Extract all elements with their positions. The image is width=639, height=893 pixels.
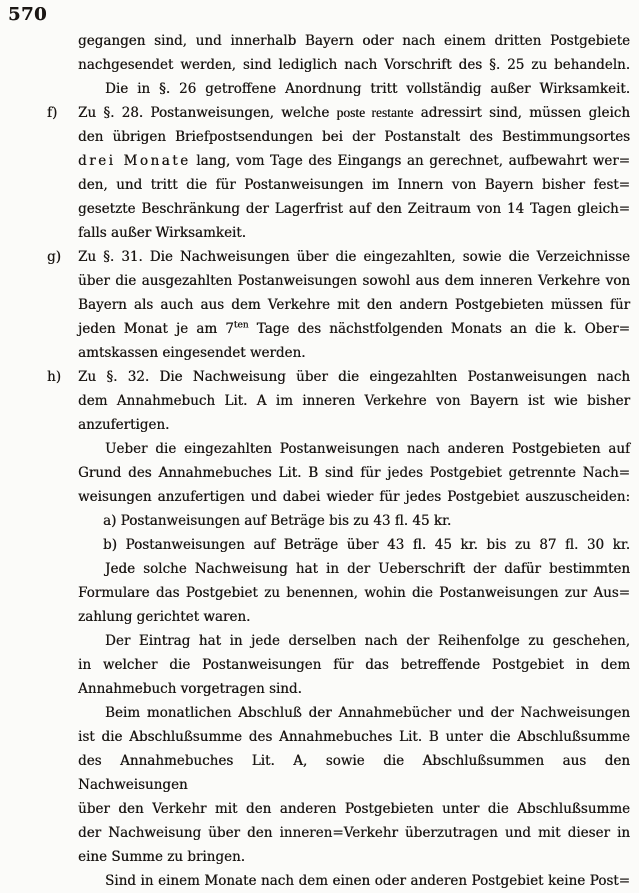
text-segment: adressirt sind, müssen gleich [413, 105, 630, 121]
text-line [78, 53, 630, 77]
item-g-sec-31 [47, 245, 630, 365]
paragraph-eintrag [78, 629, 630, 701]
text-line [78, 125, 630, 149]
text-segment: amtskassen eingesendet werden. [78, 345, 306, 361]
text-segment: in welcher die Postanweisungen für das betreffende Postgebiet in dem [78, 657, 630, 673]
text-line [78, 173, 630, 197]
text-segment: Formulare das Postgebiet zu benennen, wohin die Postanweisungen zur Aus= [78, 585, 630, 601]
text-line [78, 413, 630, 437]
text-line [78, 485, 630, 509]
text-line [78, 149, 630, 173]
text-segment: gegangen sind, und innerhalb Bayern oder nach einem dritten Postgebiete [78, 33, 630, 49]
text-line [78, 461, 630, 485]
text-line [78, 557, 630, 581]
text-line [78, 749, 630, 797]
text-line [78, 341, 630, 365]
page-number: 570 [8, 4, 48, 25]
text-line [78, 317, 630, 341]
text-body [47, 29, 631, 893]
text-segment: nachgesendet werden, sind lediglich nach Vorschrift des §. 25 zu behandeln. [78, 57, 630, 73]
text-line [47, 101, 630, 125]
paragraph-ueberschrift [78, 557, 630, 629]
text-line [78, 845, 630, 869]
text-line [78, 77, 630, 101]
text-segment: dem Annahmebuch Lit. A im inneren Verkehre von Bayern ist wie bisher [78, 393, 630, 409]
text-segment: Jede solche Nachweisung hat in der Ueberschrift der dafür bestimmten [105, 561, 630, 577]
text-line [78, 437, 630, 461]
paragraph-abschluss [78, 701, 630, 869]
text-segment: Der Eintrag hat in jede derselben nach der Reihenfolge zu geschehen, [105, 633, 630, 649]
text-segment: lang, vom Tage des Eingangs an gerechnet, aufbewahrt wer= [190, 153, 630, 169]
text-segment: Ueber die eingezahlten Postanweisungen nach anderen Postgebieten auf [105, 441, 630, 457]
text-line [78, 629, 630, 653]
text-segment: Annahmebuch vorgetragen sind. [78, 681, 302, 697]
text-segment: des Annahmebuches Lit. A, sowie die Abschlußsummen aus den Nachweisungen [78, 753, 630, 793]
text-segment: Grund des Annahmebuches Lit. B sind für jedes Postgebiet getrennte Nach= [78, 465, 630, 481]
text-line [78, 869, 630, 893]
text-line [78, 269, 630, 293]
text-segment: Beim monatlichen Abschluß der Annahmebücher und der Nachweisungen [105, 705, 630, 721]
text-segment: zahlung gerichtet waren. [78, 609, 251, 625]
text-line [78, 293, 630, 317]
text-segment: den, und tritt die für Postanweisungen im Innern von Bayern bisher fest= [78, 177, 630, 193]
item-h-sec-32 [47, 365, 630, 437]
sub-item-b [78, 533, 630, 557]
text-line [47, 365, 630, 389]
text-line [78, 197, 630, 221]
text-segment: Die in §. 26 getroffene Anordnung tritt vollständig außer Wirksamkeit. [105, 81, 630, 97]
text-line [78, 821, 630, 845]
text-line [78, 725, 630, 749]
text-line [78, 581, 630, 605]
text-segment: eine Summe zu bringen. [78, 849, 245, 865]
text-segment: falls außer Wirksamkeit. [78, 225, 246, 241]
text-line [78, 677, 630, 701]
text-segment: Postanweisungen auf Beträge bis zu 43 fl. 45 kr. [120, 513, 452, 529]
paragraph-lit-b [78, 437, 630, 509]
text-segment: den übrigen Briefpostsendungen bei der Postanstalt des Bestimmungsortes [78, 129, 630, 145]
text-segment: der Nachweisung über den inneren=Verkehr überzutragen und mit dieser in [78, 825, 630, 841]
item-f-sec-28 [47, 101, 630, 245]
item-label: f) [47, 105, 58, 121]
text-segment: weisungen anzufertigen und dabei wieder für jedes Postgebiet auszuscheiden: [78, 489, 630, 505]
text-line [78, 221, 630, 245]
text-segment: anzufertigen. [78, 417, 170, 433]
text-segment: über die ausgezahlten Postanweisungen sowohl aus dem inneren Verkehre von [78, 273, 630, 289]
text-segment: Tage des nächstfolgenden Monats an die k. Ober= [248, 321, 630, 337]
text-line [78, 701, 630, 725]
text-line [78, 653, 630, 677]
text-segment: Zu §. 32. Die Nachweisung über die eingezahlten Postanweisungen nach [78, 369, 630, 385]
text-line [78, 605, 630, 629]
text-segment: drei Monate [78, 153, 191, 169]
continuation-paragraph [78, 29, 630, 77]
paragraph-final-catch [78, 869, 630, 893]
text-segment: Zu §. 31. Die Nachweisungen über die eingezahlten, sowie die Verzeichnisse [78, 249, 630, 265]
text-segment: jeden Monat je am 7 [78, 321, 234, 337]
text-segment: Sind in einem Monate nach dem einen oder anderen Postgebiet keine Post= [105, 873, 630, 889]
text-segment: über den Verkehr mit den anderen Postgebieten unter die Abschlußsumme [78, 801, 630, 817]
text-line [78, 389, 630, 413]
text-line [78, 509, 630, 533]
item-label: g) [47, 249, 61, 265]
text-line [47, 245, 630, 269]
item-label: h) [47, 369, 61, 385]
text-segment: ist die Abschlußsumme des Annahmebuches Lit. B unter die Abschlußsumme [78, 729, 630, 745]
text-segment: Zu §. 28. Postanweisungen, welche [78, 105, 337, 121]
text-line [78, 533, 630, 557]
text-segment: ten [233, 320, 249, 331]
text-segment: Postanweisungen auf Beträge über 43 fl. 45 kr. bis zu 87 fl. 30 kr. [125, 537, 631, 553]
paragraph-sec-26 [78, 77, 630, 101]
item-label: b) [103, 537, 117, 553]
text-segment: poste restante [336, 105, 414, 120]
text-line [78, 29, 630, 53]
text-segment: Bayern als auch aus dem Verkehre mit den andern Postgebieten müssen für [78, 297, 630, 313]
sub-item-a [78, 509, 630, 533]
item-label: a) [103, 513, 117, 529]
text-segment: gesetzte Beschränkung der Lagerfrist auf den Zeitraum von 14 Tagen gleich= [78, 201, 630, 217]
text-line [78, 797, 630, 821]
